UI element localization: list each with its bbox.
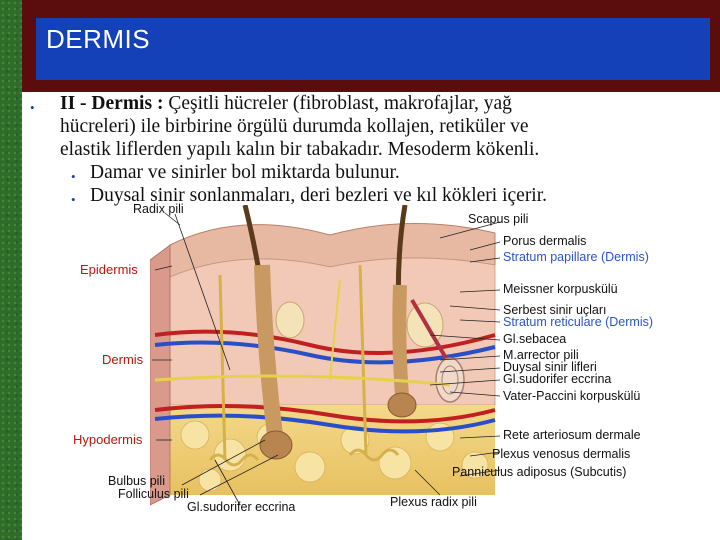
label-hypodermis: Hypodermis (73, 432, 143, 447)
label-dermis: Dermis (102, 352, 144, 367)
label-bulbus-pili: Bulbus pili (108, 474, 165, 488)
label-scapus-pili: Scapus pili (468, 212, 529, 226)
label-plexus-radix: Plexus radix pili (390, 495, 477, 509)
label-porus-dermalis: Porus dermalis (503, 234, 587, 248)
label-epidermis: Epidermis (80, 262, 138, 277)
label-sudorifer-bottom: Gl.sudorifer eccrina (187, 500, 296, 514)
sub-bullet-icon: • (71, 192, 76, 207)
dermis-heading: II - Dermis : (60, 93, 164, 114)
label-duysal-sinir: Duysal sinir lifleri (503, 360, 597, 374)
label-vater-paccini: Vater-Paccini korpuskülü (503, 389, 641, 403)
sub-bullet-icon: • (71, 169, 76, 184)
label-stratum-papillare: Stratum papillare (Dermis) (503, 250, 649, 264)
label-serbest-sinir: Serbest sinir uçları (503, 303, 607, 317)
label-arrector-pili: M.arrector pili (503, 348, 579, 362)
bullet-icon: • (30, 100, 35, 115)
slide-title: DERMIS (46, 24, 151, 54)
label-stratum-reticulare: Stratum reticulare (Dermis) (503, 315, 654, 329)
sub-bullet-1: Damar ve sinirler bol miktarda bulunur. (90, 162, 400, 183)
label-folliculus-pili: Folliculus pili (118, 487, 189, 501)
body-line-3: elastik liflerden yapılı kalın bir tabakadır. Mesoderm kökenli. (60, 139, 540, 160)
label-panniculus: Panniculus adiposus (Subcutis) (452, 465, 627, 479)
label-sudorifer-right: Gl.sudorifer eccrina (503, 372, 612, 386)
label-radix-pili: Radix pili (133, 202, 184, 216)
body-line-1-text: Çeşitli hücreler (fibroblast, makrofajlar, yağ (163, 93, 512, 114)
label-gl-sebacea: Gl.sebacea (503, 332, 567, 346)
label-meissner: Meissner korpuskülü (503, 282, 618, 296)
label-rete-arteriosum: Rete arteriosum dermale (503, 428, 641, 442)
sub-bullet-2: Duysal sinir sonlanmaları, deri bezleri ve kıl kökleri içerir. (90, 185, 548, 206)
body-line-2: hücreleri) ile birbirine örgülü durumda kollajen, retiküler ve (60, 116, 529, 137)
label-plexus-venosus: Plexus venosus dermalis (492, 447, 631, 461)
